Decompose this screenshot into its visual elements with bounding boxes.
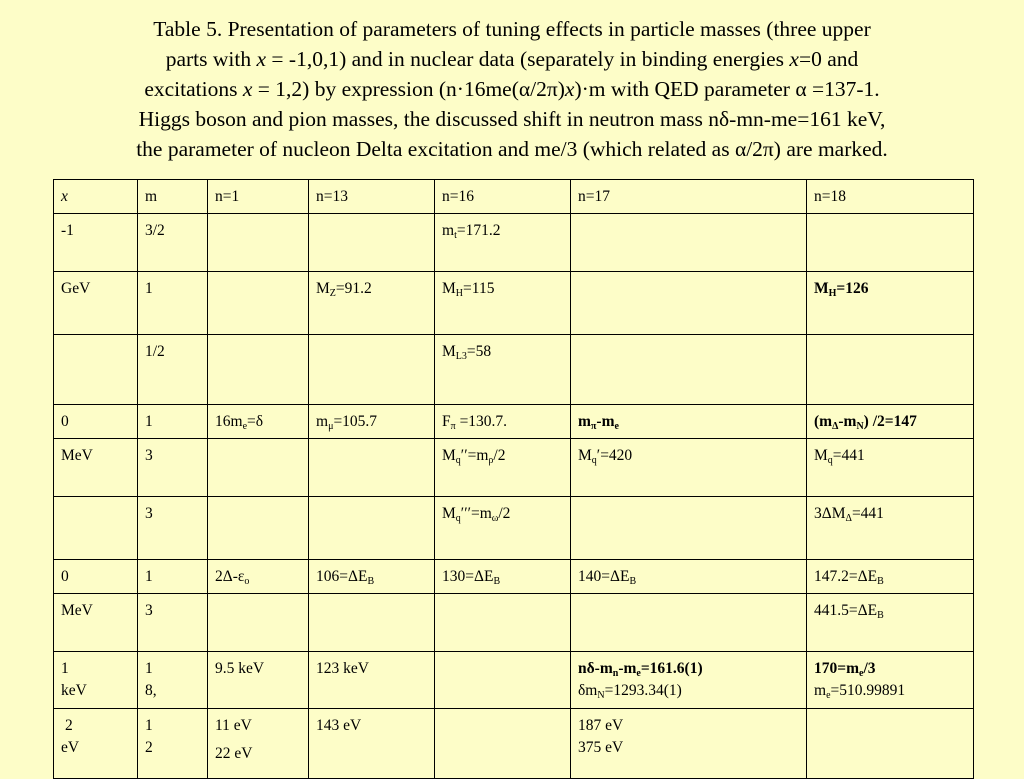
cell — [571, 272, 807, 335]
cell — [435, 709, 571, 779]
cell: $m_t=171.2$ — [435, 214, 571, 272]
cell — [807, 335, 974, 405]
table-row — [54, 439, 974, 497]
cell: $M_q'=420$ — [571, 439, 807, 497]
cell: 123 keV — [309, 652, 435, 709]
cell: $M_{L3}=58$ — [435, 335, 571, 405]
cell: 0 — [54, 560, 138, 594]
cell — [435, 594, 571, 652]
table-row — [54, 405, 974, 439]
cell: 3 — [138, 439, 208, 497]
cell — [309, 497, 435, 560]
cell: 1 8, — [138, 652, 208, 709]
cell: 1 keV — [54, 652, 138, 709]
table-row — [54, 709, 974, 779]
cell — [571, 214, 807, 272]
table-caption — [40, 14, 984, 164]
cell: $130=\Delta E_B$ — [435, 560, 571, 594]
cell: 1 — [138, 272, 208, 335]
cell: 3/2 — [138, 214, 208, 272]
caption-line-3: excitations x = 1,2) by expression (n·16me(α/2π)x)·m with QED parameter α =137-1. — [144, 77, 880, 101]
cell — [54, 497, 138, 560]
cell: 3 — [138, 594, 208, 652]
cell: 0 — [54, 405, 138, 439]
cell: MeV — [54, 439, 138, 497]
header-m: m — [138, 180, 208, 214]
table-row — [54, 497, 974, 560]
cell: 9.5 keV — [208, 652, 309, 709]
cell: 1/2 — [138, 335, 208, 405]
cell: $n\delta-m_n-m_e=161.6(1)$ $\delta m_N=1293.34(1)$ — [571, 652, 807, 709]
header-row — [54, 180, 974, 214]
cell: 3 — [138, 497, 208, 560]
cell: 1 — [138, 405, 208, 439]
cell: $106=\Delta E_B$ — [309, 560, 435, 594]
cell: $M_H=115$ — [435, 272, 571, 335]
cell — [208, 497, 309, 560]
cell: -1 — [54, 214, 138, 272]
cell — [309, 594, 435, 652]
header-n16: n=16 — [435, 180, 571, 214]
header-n17: n=17 — [571, 180, 807, 214]
cell — [208, 335, 309, 405]
cell — [309, 214, 435, 272]
cell — [309, 439, 435, 497]
cell: 1 2 — [138, 709, 208, 779]
cell: $3\Delta M_\Delta=441$ — [807, 497, 974, 560]
cell: $m_\pi-m_e$ — [571, 405, 807, 439]
cell: $M_q=441$ — [807, 439, 974, 497]
cell — [208, 214, 309, 272]
caption-line-2: parts with x = -1,0,1) and in nuclear data (separately in binding energies x=0 and — [165, 47, 859, 71]
cell — [571, 594, 807, 652]
cell: $F_\pi =130.7$. — [435, 405, 571, 439]
table-row — [54, 272, 974, 335]
cell — [571, 497, 807, 560]
cell: $M_Z=91.2$ — [309, 272, 435, 335]
caption-line-5: the parameter of nucleon Delta excitation and me/3 (which related as α/2π) are marked. — [136, 137, 888, 161]
table-row — [54, 652, 974, 709]
cell — [208, 594, 309, 652]
table-row — [54, 335, 974, 405]
cell — [208, 272, 309, 335]
cell: $170=m_e/3$ $m_e=510.99891$ — [807, 652, 974, 709]
cell — [807, 709, 974, 779]
cell: $2\Delta-\varepsilon_o$ — [208, 560, 309, 594]
header-n13: n=13 — [309, 180, 435, 214]
cell: $M_q'''=m_\omega/2$ — [435, 497, 571, 560]
header-n18: n=18 — [807, 180, 974, 214]
header-x: x — [54, 180, 138, 214]
cell: 143 eV — [309, 709, 435, 779]
table-row — [54, 594, 974, 652]
cell: $m_\mu=105.7$ — [309, 405, 435, 439]
header-n1: n=1 — [208, 180, 309, 214]
table-row — [54, 214, 974, 272]
cell — [435, 652, 571, 709]
cell: GeV — [54, 272, 138, 335]
cell: $140=\Delta E_B$ — [571, 560, 807, 594]
cell: 1 — [138, 560, 208, 594]
cell: MeV — [54, 594, 138, 652]
cell: $147.2=\Delta E_B$ — [807, 560, 974, 594]
cell — [309, 335, 435, 405]
cell — [208, 439, 309, 497]
cell — [807, 214, 974, 272]
cell: $M_H=126$ — [807, 272, 974, 335]
cell: 11 eV 22 eV — [208, 709, 309, 779]
cell: $16m_e=\delta$ — [208, 405, 309, 439]
cell: 2 eV — [54, 709, 138, 779]
caption-line-1: Table 5. Presentation of parameters of tuning effects in particle masses (three upper — [153, 17, 871, 41]
cell: $441.5=\Delta E_B$ — [807, 594, 974, 652]
cell: $(m_\Delta-m_N)$ /2=147 — [807, 405, 974, 439]
cell — [54, 335, 138, 405]
cell — [571, 335, 807, 405]
cell: 187 eV 375 eV — [571, 709, 807, 779]
parameters-table — [53, 179, 974, 779]
cell: $M_q''=m_\rho/2$ — [435, 439, 571, 497]
table-row — [54, 560, 974, 594]
caption-line-4: Higgs boson and pion masses, the discussed shift in neutron mass nδ-mn-me=161 keV, — [138, 107, 886, 131]
